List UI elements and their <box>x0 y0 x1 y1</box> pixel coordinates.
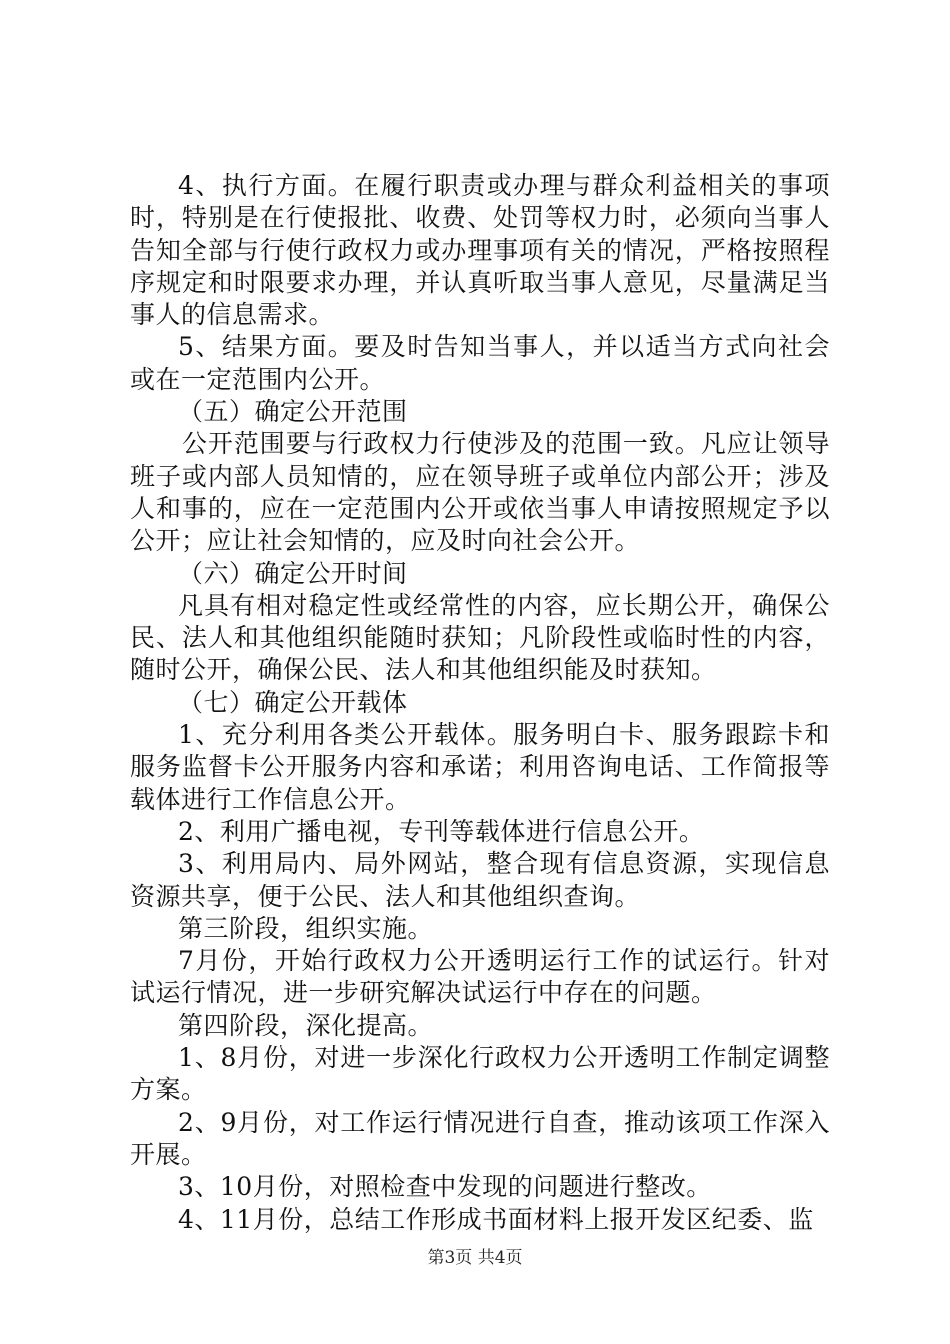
paragraph: 凡具有相对稳定性或经常性的内容，应长期公开，确保公民、法人和其他组织能随时获知；凡阶段性或临时性的内容，随时公开，确保公民、法人和其他组织能及时获知。 <box>130 590 830 685</box>
paragraph: （七）确定公开载体 <box>178 687 408 717</box>
paragraph: 1、8月份，对进一步深化行政权力公开透明工作制定调整方案。 <box>130 1043 830 1105</box>
paragraph: 3、利用局内、局外网站，整合现有信息资源，实现信息资源共享，便于公民、法人和其他组织查询。 <box>130 849 830 911</box>
paragraph: 4、执行方面。在履行职责或办理与群众利益相关的事项时，特别是在行使报批、收费、处罚等权力时，必须向当事人告知全部与行使行政权力或办理事项有关的情况，严格按照程序规定和时限要求办理，并认真听取当事人意见，尽量满足当事人的信息需求。 <box>130 171 830 330</box>
paragraph: 公开范围要与行政权力行使涉及的范围一致。凡应让领导班子或内部人员知情的，应在领导班子或单位内部公开；涉及人和事的，应在一定范围内公开或依当事人申请按照规定予以公开；应让社会知情的，应及时向社会公开。 <box>130 429 830 556</box>
paragraph: （六）确定公开时间 <box>178 558 408 588</box>
paragraph: 第四阶段，深化提高。 <box>178 1010 434 1040</box>
paragraph: 5、结果方面。要及时告知当事人，并以适当方式向社会或在一定范围内公开。 <box>130 332 830 394</box>
paragraph: 1、充分利用各类公开载体。服务明白卡、服务跟踪卡和服务监督卡公开服务内容和承诺；利用咨询电话、工作简报等载体进行工作信息公开。 <box>130 720 830 814</box>
page-footer: 第3页 共4页 <box>427 1248 523 1268</box>
paragraph: （五）确定公开范围 <box>178 397 408 427</box>
paragraph: 2、利用广播电视，专刊等载体进行信息公开。 <box>178 816 705 846</box>
paragraph: 3、10月份，对照检查中发现的问题进行整改。 <box>178 1172 712 1202</box>
paragraph: 第三阶段，组织实施。 <box>178 913 434 943</box>
paragraph: 7月份，开始行政权力公开透明运行工作的试运行。针对试运行情况，进一步研究解决试运行中存在的问题。 <box>130 946 830 1008</box>
paragraph: 4、11月份，总结工作形成书面材料上报开发区纪委、监 <box>178 1204 814 1234</box>
document-body <box>130 170 830 1236</box>
paragraph: 2、9月份，对工作运行情况进行自查，推动该项工作深入开展。 <box>130 1107 830 1169</box>
